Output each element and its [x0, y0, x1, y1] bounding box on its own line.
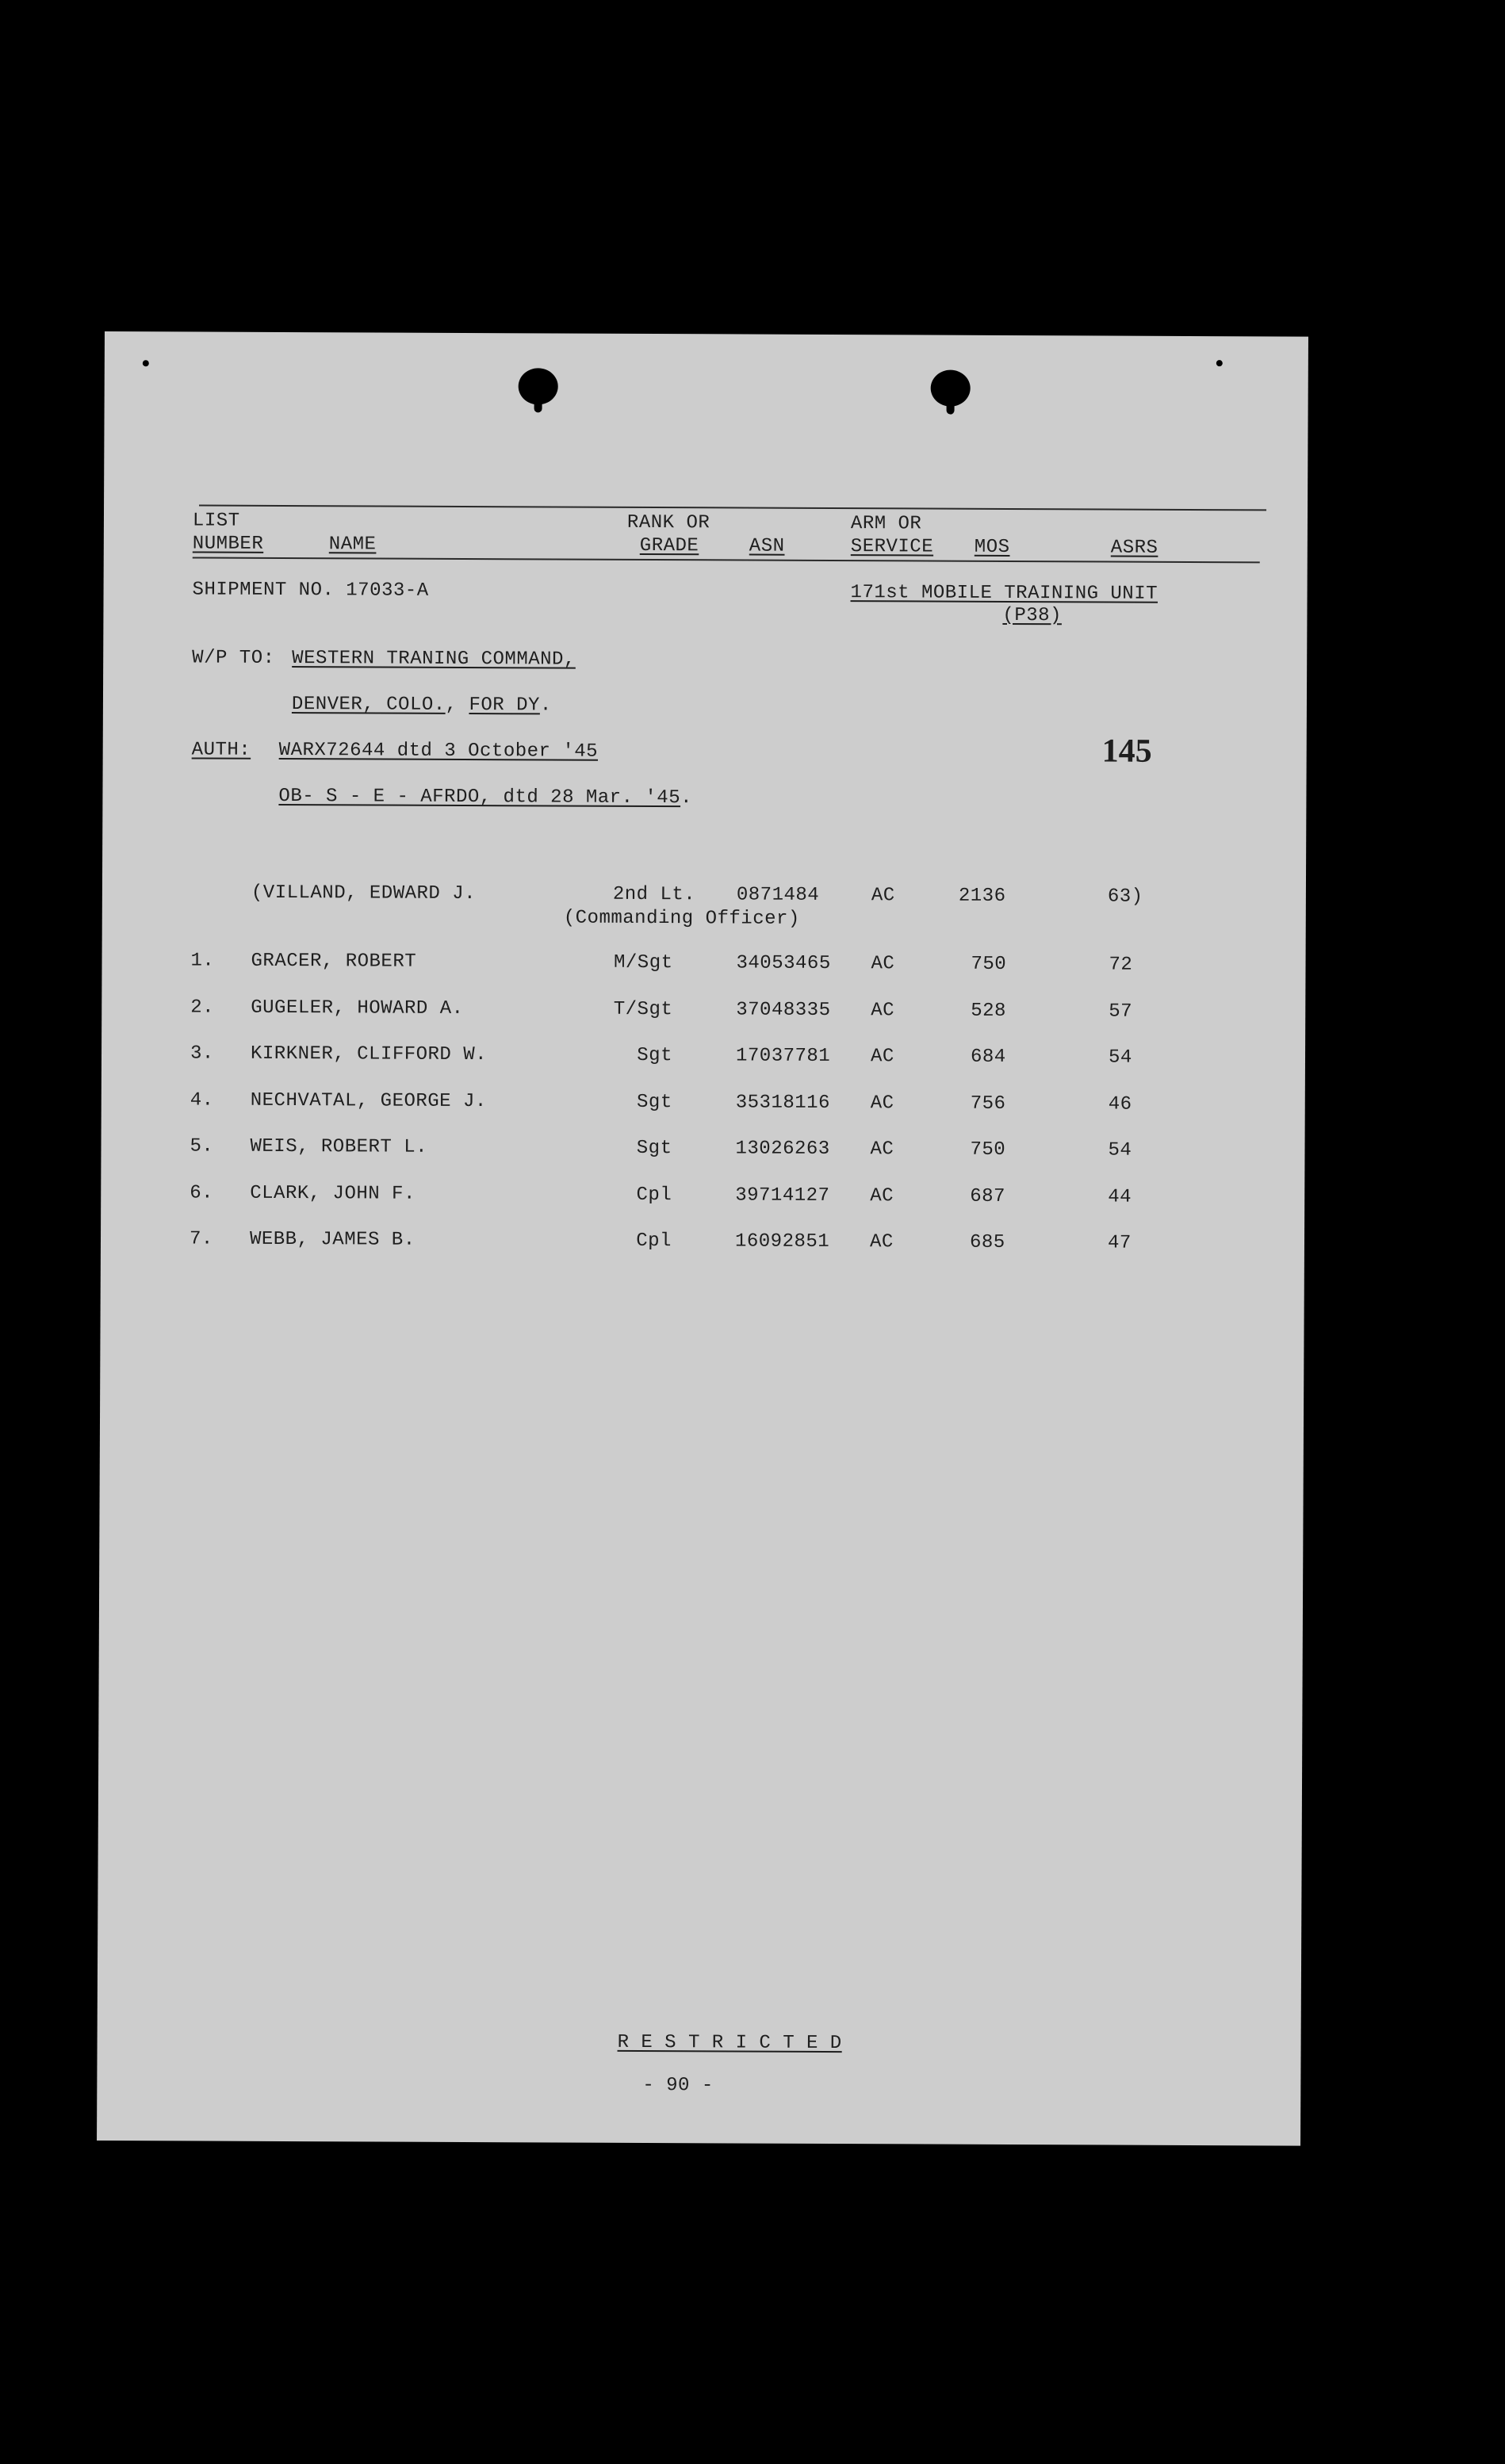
header-name: NAME: [328, 534, 377, 556]
unit-designation: (P38): [1002, 604, 1063, 627]
row-asrs: 57: [1109, 1001, 1133, 1023]
row-mos: 750: [971, 953, 1007, 975]
row-name: KIRKNER, CLIFFORD W.: [250, 1043, 488, 1066]
row-arm: AC: [870, 1046, 894, 1068]
row-number: 5.: [190, 1135, 214, 1157]
row-asn: 39714127: [735, 1184, 830, 1207]
wp-duty: FOR DY: [469, 694, 540, 717]
auth-line2-text: OB- S - E - AFRDO, dtd 28 Mar. '45: [278, 785, 681, 809]
row-asrs: 46: [1108, 1093, 1132, 1115]
header-rank-top: RANK OR: [626, 511, 710, 534]
classification-marking: R E S T R I C T E D: [617, 2031, 842, 2055]
row-arm: AC: [871, 999, 895, 1021]
document-page: [97, 331, 1308, 2146]
row-mos: 687: [970, 1185, 1006, 1207]
row-arm: AC: [870, 1138, 894, 1161]
row-mos: 685: [969, 1231, 1005, 1253]
punch-hole-right: [931, 370, 971, 407]
row-name: WEBB, JAMES B.: [249, 1228, 416, 1251]
auth-line2: [278, 786, 692, 809]
row-mos: 756: [970, 1092, 1006, 1115]
row-rank: T/Sgt: [613, 998, 673, 1020]
row-asrs: 47: [1107, 1232, 1132, 1254]
auth-line2-end: .: [680, 787, 693, 809]
row-rank: Cpl: [636, 1184, 672, 1206]
row-name: GUGELER, HOWARD A.: [251, 997, 464, 1020]
row-name: CLARK, JOHN F.: [250, 1182, 416, 1205]
row-asrs: 44: [1108, 1186, 1132, 1208]
header-asn: ASN: [749, 535, 785, 557]
row-asrs: 72: [1109, 954, 1133, 976]
table-row: [101, 1043, 1305, 1080]
shipment-number: SHIPMENT NO. 17033-A: [192, 579, 429, 602]
row-number: 3.: [190, 1043, 214, 1065]
commander-note: (Commanding Officer): [563, 907, 800, 930]
row-name: GRACER, ROBERT: [251, 950, 417, 973]
row-number: 1.: [190, 950, 215, 972]
wp-end: .: [539, 694, 552, 717]
row-asn: 37048335: [736, 998, 831, 1021]
row-mos: 528: [971, 1000, 1007, 1022]
wp-city: DENVER, COLO.: [291, 694, 446, 716]
row-number: 2.: [190, 996, 215, 1019]
row-arm: AC: [870, 1184, 894, 1207]
commander-arm: AC: [871, 885, 895, 907]
commander-mos: 2136: [958, 885, 1006, 907]
row-arm: AC: [869, 1231, 894, 1253]
row-mos: 684: [970, 1046, 1006, 1068]
header-arm-bottom: SERVICE: [850, 536, 934, 558]
row-name: WEIS, ROBERT L.: [250, 1135, 428, 1158]
row-name: NECHVATAL, GEORGE J.: [250, 1089, 487, 1112]
row-number: 4.: [190, 1089, 214, 1111]
table-row: [101, 996, 1305, 1033]
row-number: 6.: [190, 1181, 214, 1204]
row-asn: 35318116: [735, 1091, 831, 1114]
row-number: 7.: [189, 1228, 213, 1250]
document-number: 145: [1101, 733, 1152, 770]
header-arm-top: ARM OR: [850, 513, 922, 535]
row-asn: 16092851: [734, 1230, 830, 1253]
row-rank: Sgt: [637, 1044, 673, 1067]
table-row: [101, 1228, 1304, 1265]
table-row: [101, 1181, 1304, 1219]
table-row: [101, 1089, 1305, 1126]
commander-name: (VILLAND, EDWARD J.: [251, 882, 477, 905]
auth-line1: WARX72644 dtd 3 October '45: [278, 739, 599, 763]
page-number: - 90 -: [642, 2074, 714, 2097]
commander-asrs: 63): [1107, 886, 1143, 908]
unit-name: 171st MOBILE TRAINING UNIT: [850, 582, 1158, 605]
row-arm: AC: [870, 1092, 894, 1114]
commander-rank: 2nd Lt.: [612, 883, 696, 906]
wp-separator: ,: [445, 694, 469, 717]
table-row: [101, 950, 1305, 987]
speck: [143, 360, 149, 366]
row-mos: 750: [970, 1138, 1006, 1161]
row-asrs: 54: [1108, 1046, 1132, 1069]
table-row: [101, 1135, 1304, 1173]
row-asn: 17037781: [735, 1045, 831, 1068]
header-list-top: LIST: [192, 510, 240, 532]
row-arm: AC: [871, 953, 895, 975]
header-top-rule: [199, 505, 1266, 511]
row-asn: 13026263: [735, 1138, 830, 1161]
header-bottom-rule: [193, 557, 1260, 563]
punch-hole-left: [519, 368, 558, 404]
header-asrs: ASRS: [1110, 537, 1158, 559]
header-rank-bottom: GRADE: [639, 534, 699, 557]
speck: [1216, 360, 1223, 366]
commander-asn: 0871484: [736, 884, 820, 906]
row-rank: Sgt: [636, 1091, 672, 1113]
header-list-bottom: NUMBER: [192, 533, 264, 555]
wp-line2: [292, 694, 552, 716]
row-rank: Cpl: [636, 1230, 672, 1253]
row-rank: Sgt: [636, 1137, 672, 1160]
header-mos: MOS: [974, 536, 1010, 558]
wp-label: W/P TO:: [192, 647, 275, 669]
auth-label: AUTH:: [191, 739, 251, 761]
wp-line1: WESTERN TRANING COMMAND,: [292, 648, 576, 671]
row-asn: 34053465: [736, 952, 831, 975]
row-asrs: 54: [1108, 1139, 1132, 1161]
row-rank: M/Sgt: [613, 951, 673, 974]
